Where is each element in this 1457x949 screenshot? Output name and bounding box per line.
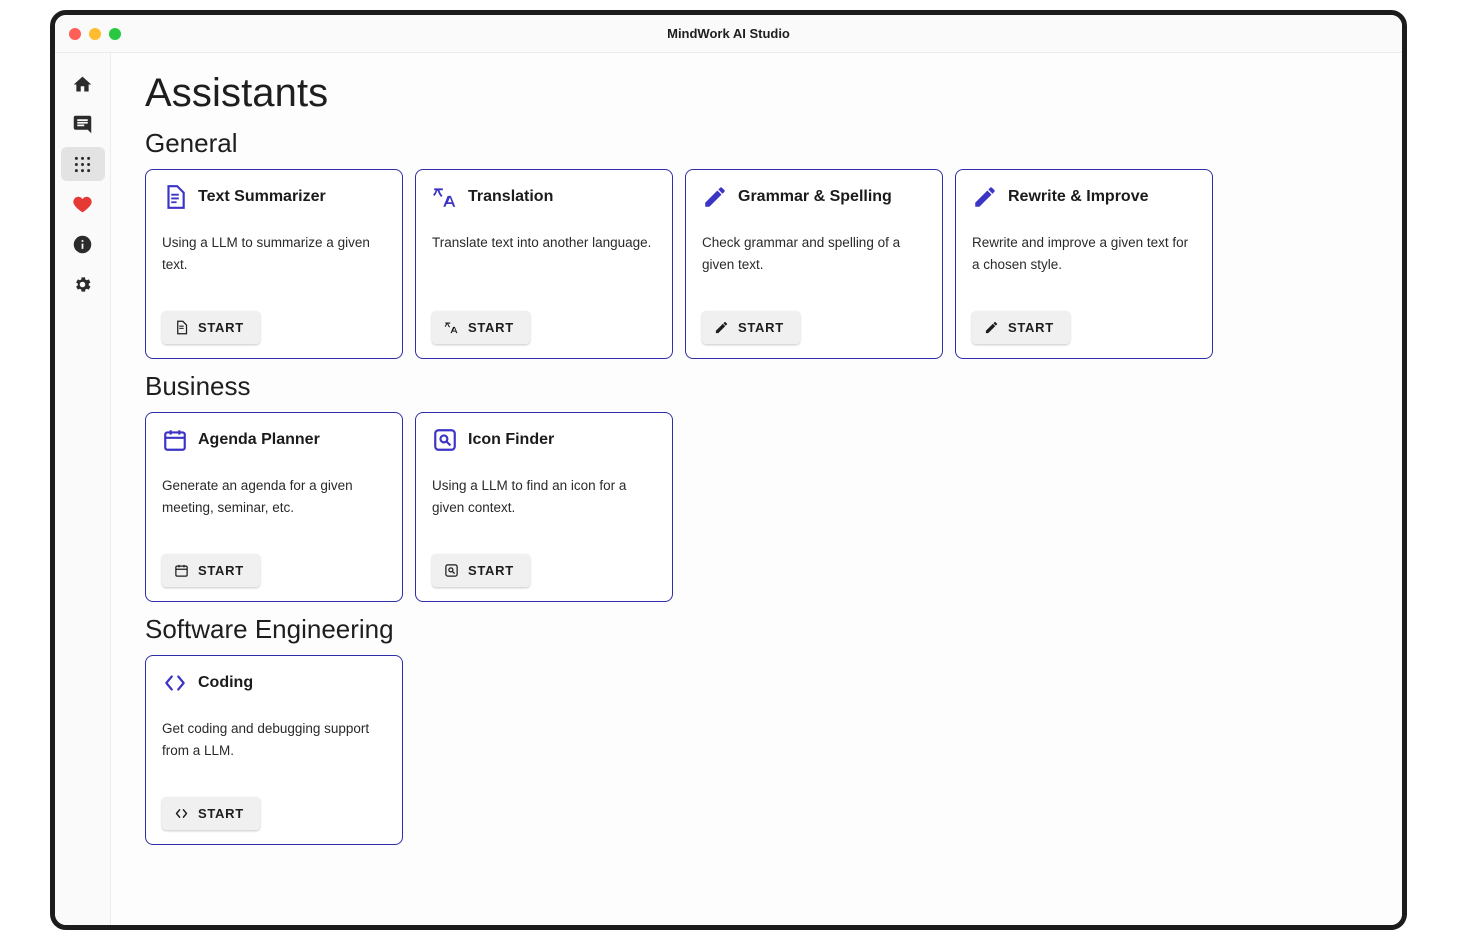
image-search-icon [444, 563, 459, 578]
card-title: Icon Finder [468, 431, 555, 448]
maximize-window-button[interactable] [109, 28, 121, 40]
image-search-icon [432, 427, 458, 453]
translate-icon [444, 320, 459, 335]
card-header [432, 184, 656, 210]
document-text-icon [174, 320, 189, 335]
title-bar [55, 15, 1402, 53]
translate-icon [432, 184, 458, 210]
card-title: Translation [468, 188, 554, 205]
card-title: Rewrite & Improve [1008, 188, 1149, 205]
card-description: Check grammar and spelling of a given text. [702, 235, 901, 273]
app-window [50, 10, 1407, 930]
start-button-label: START [738, 320, 784, 335]
sidebar [55, 53, 111, 925]
start-button-label: START [198, 563, 244, 578]
assistant-card-coding[interactable] [145, 655, 403, 845]
close-window-button[interactable] [69, 28, 81, 40]
minimize-window-button[interactable] [89, 28, 101, 40]
section-title: Business [145, 371, 251, 401]
start-button[interactable] [162, 311, 260, 344]
assistant-card-grammar-spelling[interactable] [685, 169, 943, 359]
sidebar-item-chat[interactable] [61, 107, 105, 141]
card-header [162, 670, 386, 696]
sidebar-item-settings[interactable] [61, 267, 105, 301]
sidebar-item-home[interactable] [61, 67, 105, 101]
sidebar-item-supporters[interactable] [61, 187, 105, 221]
card-description: Generate an agenda for a given meeting, seminar, etc. [162, 478, 353, 516]
card-header [162, 184, 386, 210]
section-title: General [145, 128, 238, 158]
home-icon [72, 74, 93, 95]
pencil-icon [972, 184, 998, 210]
card-header [162, 427, 386, 453]
window-controls [55, 28, 121, 40]
info-icon [72, 234, 93, 255]
card-list [145, 169, 1372, 359]
calendar-icon [162, 427, 188, 453]
main-content [111, 53, 1402, 925]
section-software-engineering [145, 614, 1372, 845]
pencil-icon [702, 184, 728, 210]
section-business [145, 371, 1372, 602]
start-button-label: START [468, 563, 514, 578]
card-title: Text Summarizer [198, 188, 326, 205]
sidebar-item-assistants[interactable] [61, 147, 105, 181]
card-list [145, 412, 1372, 602]
document-text-icon [162, 184, 188, 210]
gear-icon [72, 274, 93, 295]
card-header [972, 184, 1196, 210]
assistant-card-icon-finder[interactable] [415, 412, 673, 602]
sidebar-item-about[interactable] [61, 227, 105, 261]
assistant-card-agenda-planner[interactable] [145, 412, 403, 602]
start-button-label: START [198, 806, 244, 821]
window-body [55, 53, 1402, 925]
window-title: MindWork AI Studio [667, 26, 790, 41]
chat-bubble-icon [72, 114, 93, 135]
card-list [145, 655, 1372, 845]
start-button-label: START [198, 320, 244, 335]
page-title: Assistants [145, 71, 329, 115]
section-title: Software Engineering [145, 614, 394, 644]
start-button[interactable] [162, 797, 260, 830]
pencil-icon [984, 320, 999, 335]
start-button[interactable] [432, 554, 530, 587]
card-description: Translate text into another language. [432, 235, 652, 250]
card-title: Agenda Planner [198, 431, 320, 448]
code-brackets-icon [162, 670, 188, 696]
grid-apps-icon [72, 154, 93, 175]
start-button[interactable] [972, 311, 1070, 344]
calendar-icon [174, 563, 189, 578]
pencil-icon [714, 320, 729, 335]
code-brackets-icon [174, 806, 189, 821]
card-title: Coding [198, 674, 254, 691]
start-button[interactable] [432, 311, 530, 344]
card-description: Using a LLM to summarize a given text. [162, 235, 370, 273]
card-header [702, 184, 926, 210]
card-title: Grammar & Spelling [738, 188, 892, 205]
assistant-card-rewrite-improve[interactable] [955, 169, 1213, 359]
assistant-card-translation[interactable] [415, 169, 673, 359]
heart-icon [72, 194, 93, 215]
start-button[interactable] [162, 554, 260, 587]
section-general [145, 128, 1372, 359]
start-button-label: START [468, 320, 514, 335]
start-button-label: START [1008, 320, 1054, 335]
assistant-card-text-summarizer[interactable] [145, 169, 403, 359]
start-button[interactable] [702, 311, 800, 344]
card-description: Get coding and debugging support from a LLM. [162, 721, 370, 759]
card-description: Rewrite and improve a given text for a chosen style. [972, 235, 1189, 273]
card-header [432, 427, 656, 453]
card-description: Using a LLM to find an icon for a given context. [432, 478, 627, 516]
